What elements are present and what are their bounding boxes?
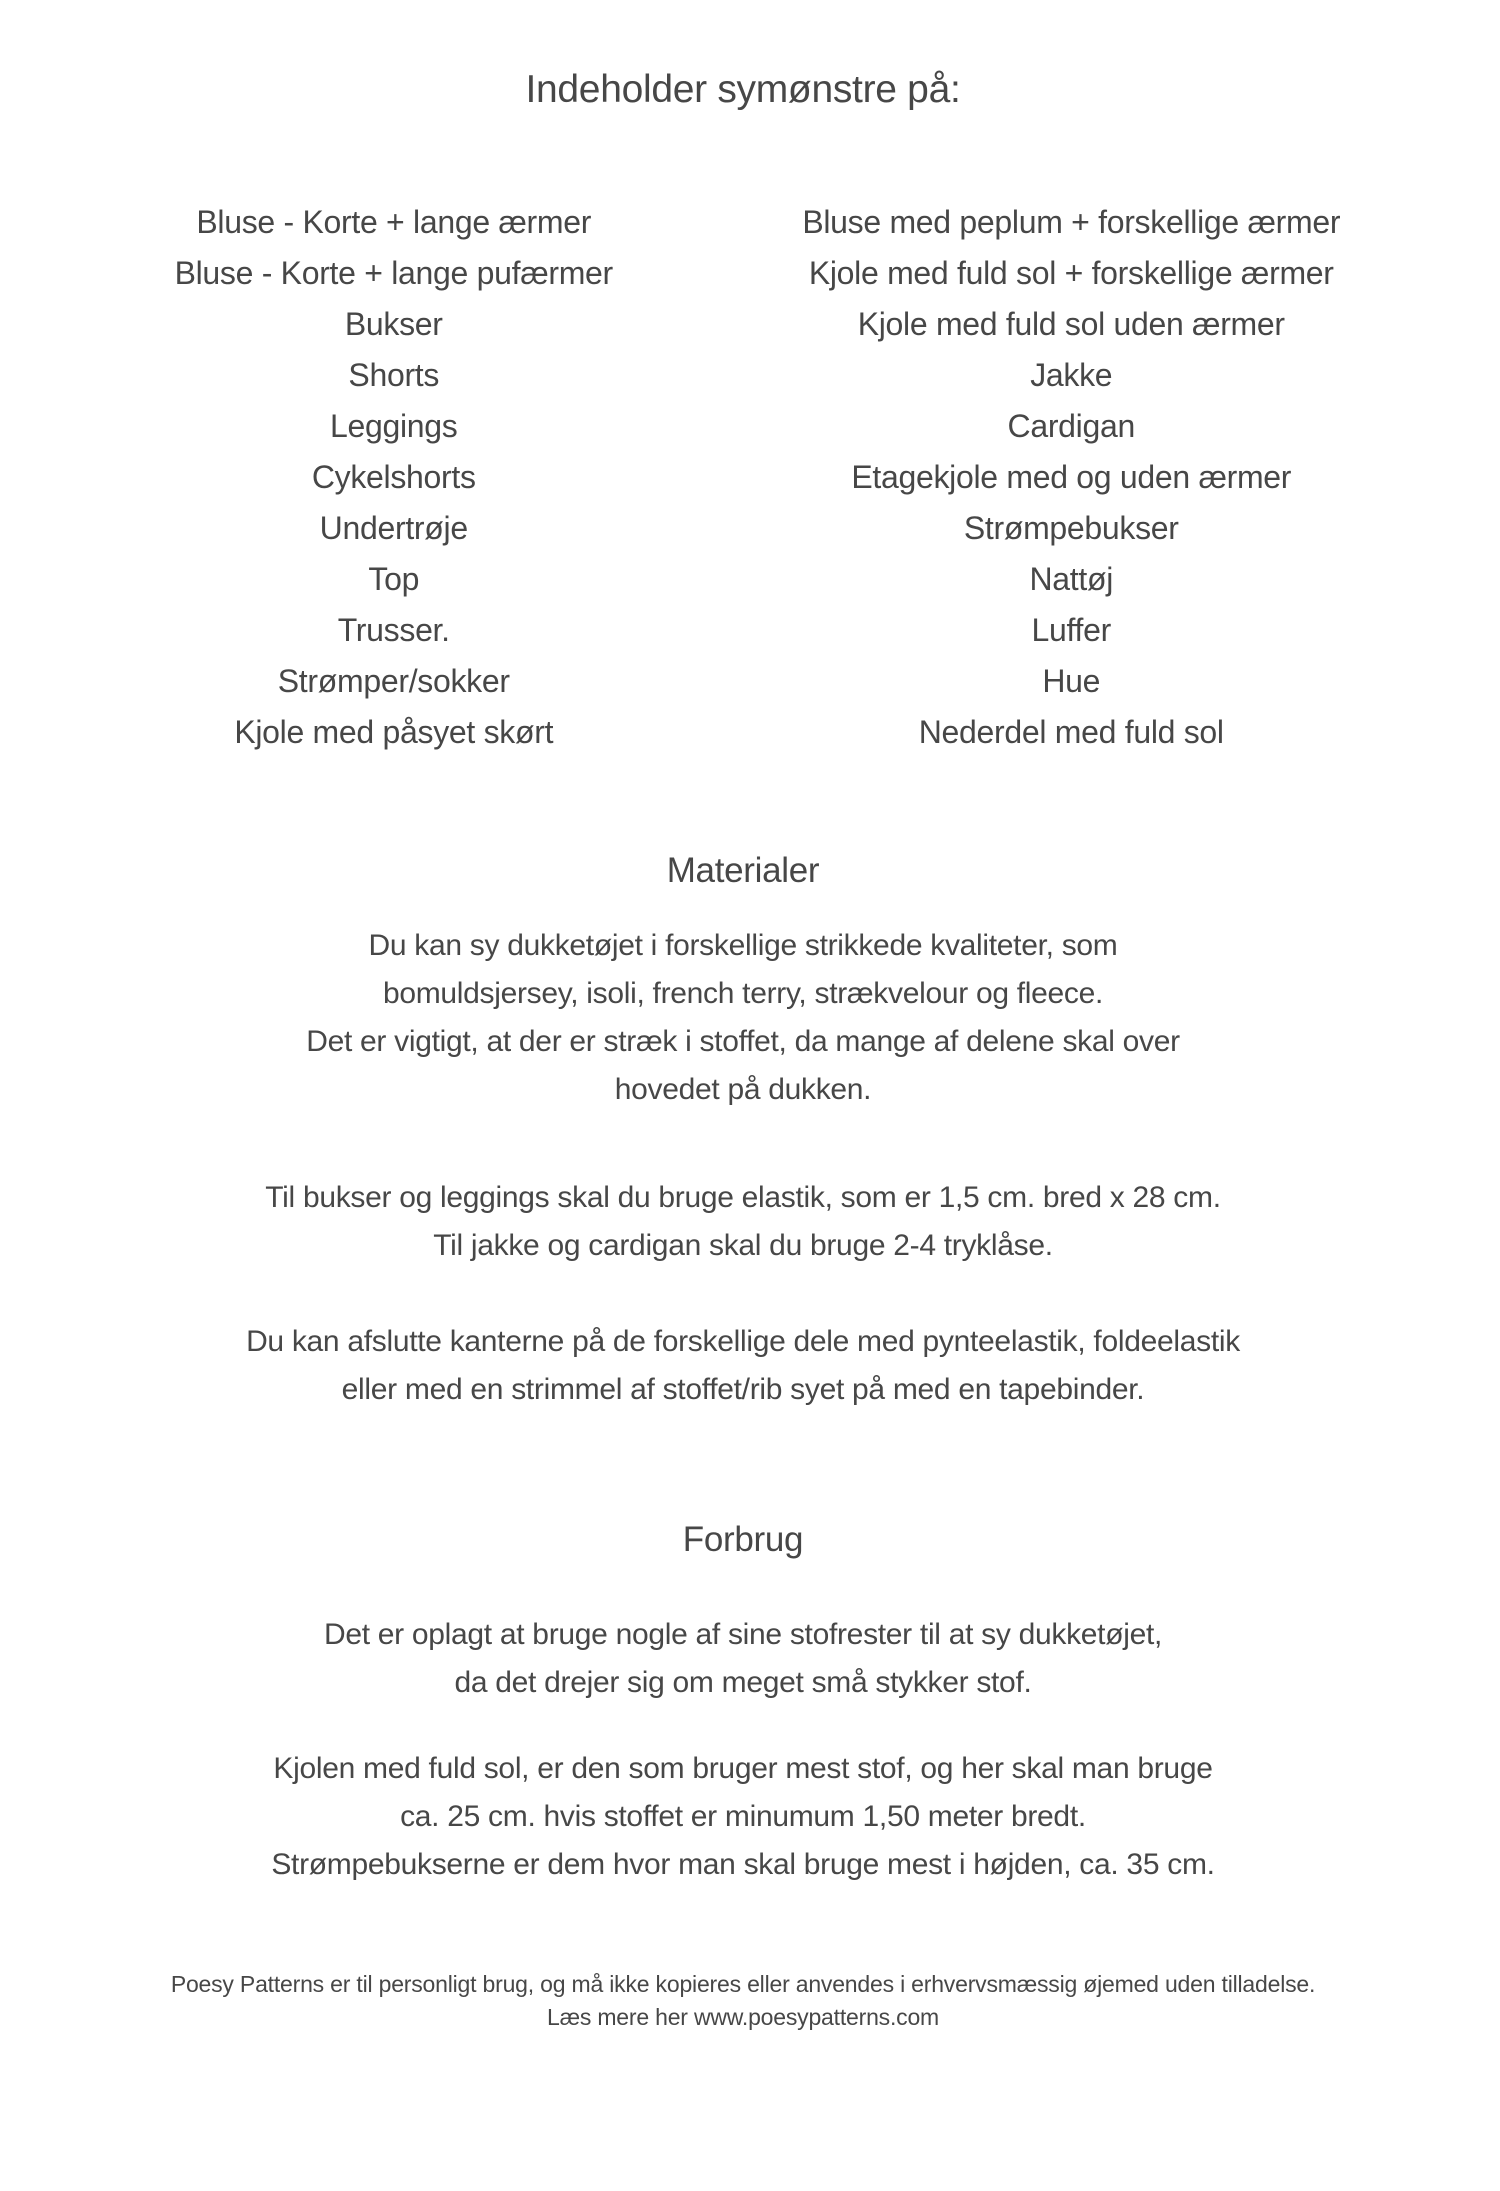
- pattern-list-item: Kjole med påsyet skørt: [234, 714, 554, 750]
- pattern-list-item: Luffer: [1031, 612, 1111, 648]
- text-line: Det er vigtigt, at der er stræk i stoffet, da mange af delene skal over: [306, 1025, 1180, 1058]
- pattern-list-right-column: [733, 197, 1411, 758]
- footer-line: Læs mere her www.poesypatterns.com: [546, 2004, 940, 2030]
- consumption-paragraph-scraps: [0, 1611, 1486, 1707]
- pattern-list-item: Cardigan: [1007, 408, 1135, 444]
- pattern-list-item: Bluse med peplum + forskellige ærmer: [802, 204, 1341, 240]
- footer-line: Poesy Patterns er til personligt brug, og må ikke kopieres eller anvendes i erhvervsmæssig øjemed uden tilladelse.: [170, 1971, 1316, 1997]
- text-line: Til jakke og cardigan skal du bruge 2-4 tryklåse.: [433, 1229, 1053, 1262]
- pattern-list-item: Strømper/sokker: [277, 663, 510, 699]
- pattern-list-item: Leggings: [330, 408, 458, 444]
- text-line: Du kan afslutte kanterne på de forskellige dele med pynteelastik, foldeelastik: [246, 1325, 1240, 1358]
- pattern-list-item: Shorts: [348, 357, 440, 393]
- pattern-list: [55, 197, 1410, 758]
- pattern-list-item: Bluse - Korte + lange ærmer: [196, 204, 592, 240]
- pattern-list-item: Nattøj: [1029, 561, 1114, 597]
- text-line: Strømpebukserne er dem hvor man skal bruge mest i højden, ca. 35 cm.: [271, 1848, 1215, 1881]
- pattern-list-item: Hue: [1042, 663, 1101, 699]
- section-heading-forbrug: Forbrug: [682, 1520, 804, 1559]
- text-line: Du kan sy dukketøjet i forskellige strikkede kvaliteter, som: [368, 929, 1118, 962]
- consumption-paragraph-amounts: [0, 1745, 1486, 1889]
- pattern-list-item: Trusser.: [337, 612, 450, 648]
- materials-paragraph-fabrics: [0, 922, 1486, 1114]
- pattern-list-item: Cykelshorts: [311, 459, 476, 495]
- pattern-list-item: Top: [368, 561, 420, 597]
- text-line: Det er oplagt at bruge nogle af sine stofrester til at sy dukketøjet,: [323, 1618, 1163, 1651]
- pattern-list-left-column: [55, 197, 733, 758]
- text-line: da det drejer sig om meget små stykker stof.: [454, 1666, 1032, 1699]
- pattern-list-item: Strømpebukser: [963, 510, 1179, 546]
- pattern-list-item: Bukser: [344, 306, 443, 342]
- materials-paragraph-edges: [0, 1318, 1486, 1414]
- pattern-list-item: Kjole med fuld sol uden ærmer: [857, 306, 1285, 342]
- text-line: Til bukser og leggings skal du bruge elastik, som er 1,5 cm. bred x 28 cm.: [265, 1181, 1221, 1214]
- page-title: Indeholder symønstre på:: [525, 68, 961, 111]
- text-line: Kjolen med fuld sol, er den som bruger mest stof, og her skal man bruge: [273, 1752, 1213, 1785]
- text-line: hovedet på dukken.: [614, 1073, 872, 1106]
- materials-paragraph-elastic: [0, 1174, 1486, 1270]
- pattern-list-item: Jakke: [1030, 357, 1113, 393]
- pattern-list-item: Etagekjole med og uden ærmer: [851, 459, 1292, 495]
- text-line: ca. 25 cm. hvis stoffet er minumum 1,50 meter bredt.: [400, 1800, 1086, 1833]
- footer-note: [0, 1968, 1486, 2034]
- text-line: eller med en strimmel af stoffet/rib syet på med en tapebinder.: [341, 1373, 1145, 1406]
- pattern-list-item: Kjole med fuld sol + forskellige ærmer: [808, 255, 1334, 291]
- pattern-list-item: Bluse - Korte + lange pufærmer: [174, 255, 613, 291]
- section-heading-materialer: Materialer: [666, 851, 820, 890]
- pattern-list-item: Nederdel med fuld sol: [918, 714, 1224, 750]
- pattern-list-item: Undertrøje: [319, 510, 468, 546]
- text-line: bomuldsjersey, isoli, french terry, strækvelour og fleece.: [382, 977, 1104, 1010]
- document-page: [0, 70, 1500, 2191]
